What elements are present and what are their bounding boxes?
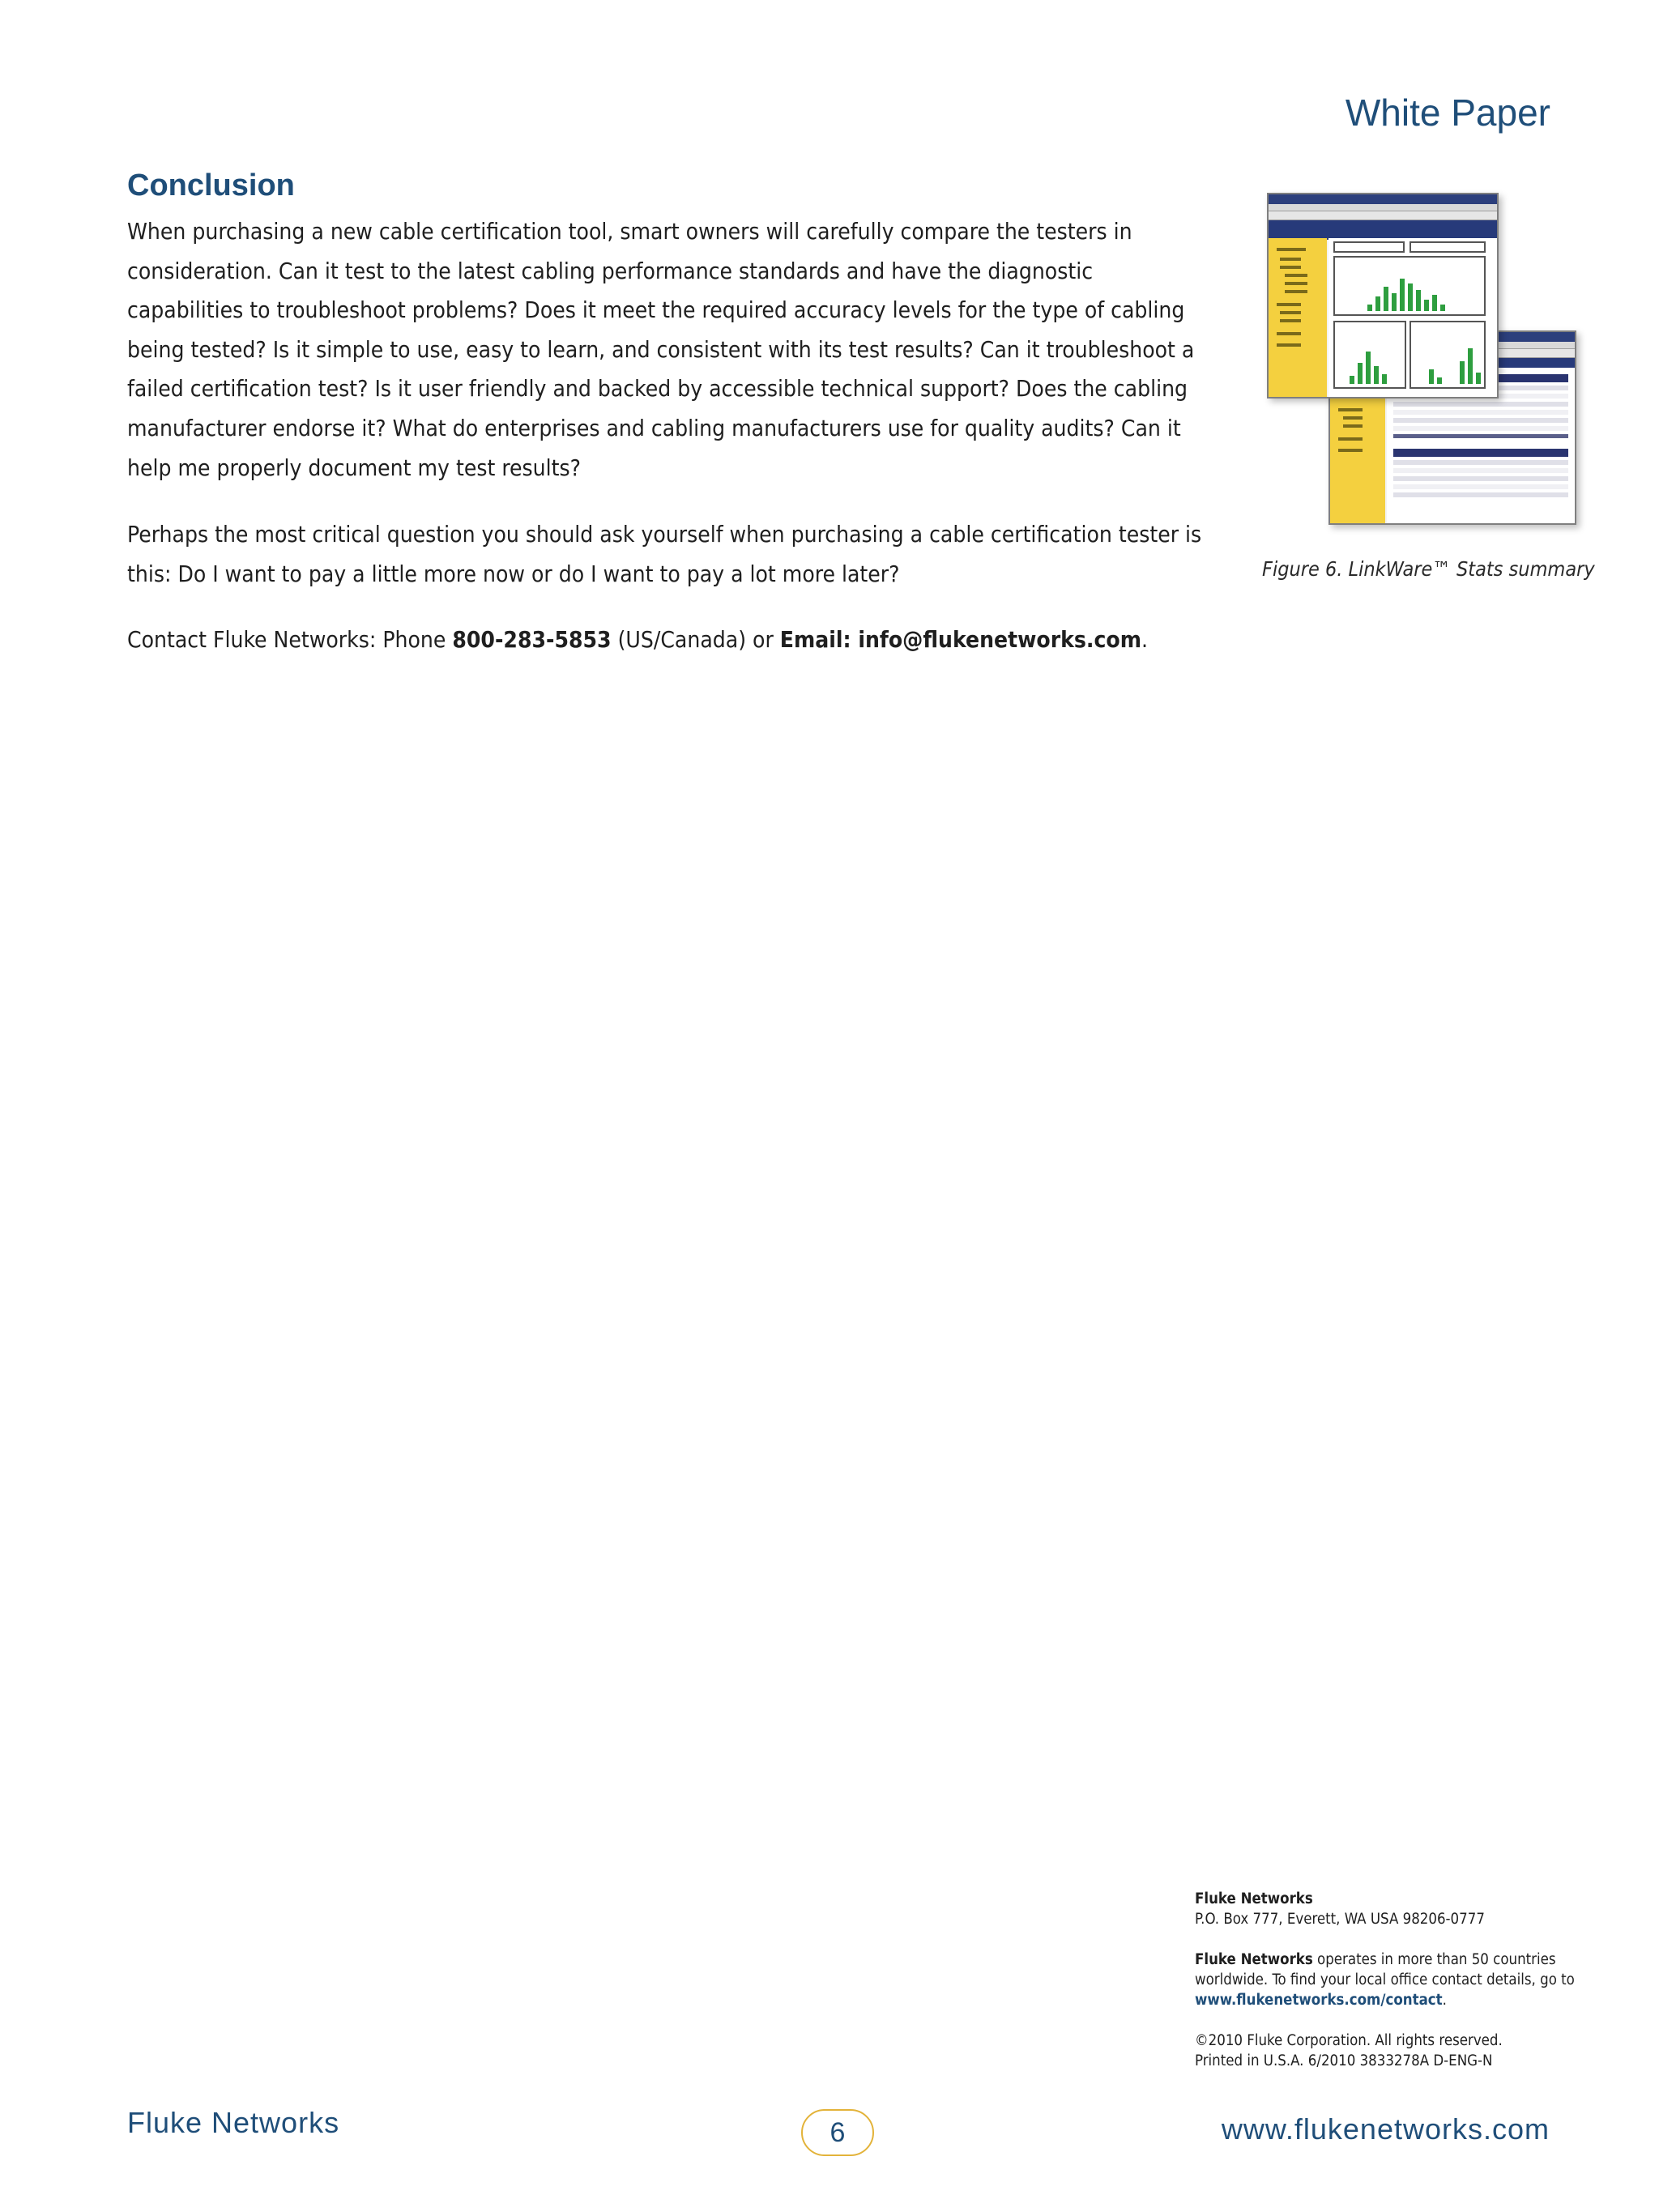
figure-caption: Figure 6. LinkWare™ Stats summary	[1262, 557, 1595, 581]
contact-paragraph	[127, 620, 1205, 660]
contact-phone: 800-283-5853	[452, 626, 612, 653]
page-number: 6	[801, 2109, 874, 2156]
address-po-box: P.O. Box 777, Everett, WA USA 98206-0777	[1195, 1911, 1485, 1928]
footer-company-name: Fluke Networks	[127, 2106, 340, 2139]
footer-website-link[interactable]: www.flukenetworks.com	[1221, 2112, 1550, 2146]
printed-text: Printed in U.S.A. 6/2010 3833278A D-ENG-N	[1195, 2052, 1493, 2069]
contact-link[interactable]: www.flukenetworks.com/contact	[1195, 1992, 1443, 2009]
ops-text: operates in more than 50 countries worldwide. To find your local office contact details, go to	[1195, 1951, 1575, 1988]
document-type-label: White Paper	[1345, 92, 1550, 134]
ops-company: Fluke Networks	[1195, 1951, 1313, 1968]
contact-email: Email: info@flukenetworks.com	[779, 626, 1141, 653]
ops-end: .	[1442, 1992, 1447, 2009]
address-company: Fluke Networks	[1195, 1890, 1313, 1907]
linkware-stats-figure	[1247, 193, 1580, 533]
conclusion-paragraph-2: Perhaps the most critical question you should ask yourself when purchasing a cable certification tester is this: Do I want to pay a little more now or do I want to pay a lot more later?	[127, 521, 1202, 587]
linkware-stats-window-image	[1267, 193, 1499, 399]
contact-suffix: .	[1141, 626, 1148, 653]
address-block	[1195, 1889, 1576, 2091]
conclusion-paragraph-1: When purchasing a new cable certification tool, smart owners will carefully compare the testers in consideration. Can it test to the latest cabling performance standards and have the diagnostic capabilities to troubleshoot problems? Does it meet the required accuracy levels for the type of cabling being tested? Is it simple to use, easy to learn, and consistent with its test results? Can it troubleshoot a failed certification test? Is it user friendly and backed by accessible technical support? Does the cabling manufacturer endorse it? What do enterprises and cabling manufacturers use for quality audits? Can it help me properly document my test results?	[127, 218, 1195, 481]
copyright-text: ©2010 Fluke Corporation. All rights reserved.	[1195, 2032, 1503, 2049]
contact-prefix: Contact Fluke Networks: Phone	[127, 626, 453, 653]
contact-middle: (US/Canada) or	[611, 626, 780, 653]
section-title: Conclusion	[127, 168, 295, 202]
